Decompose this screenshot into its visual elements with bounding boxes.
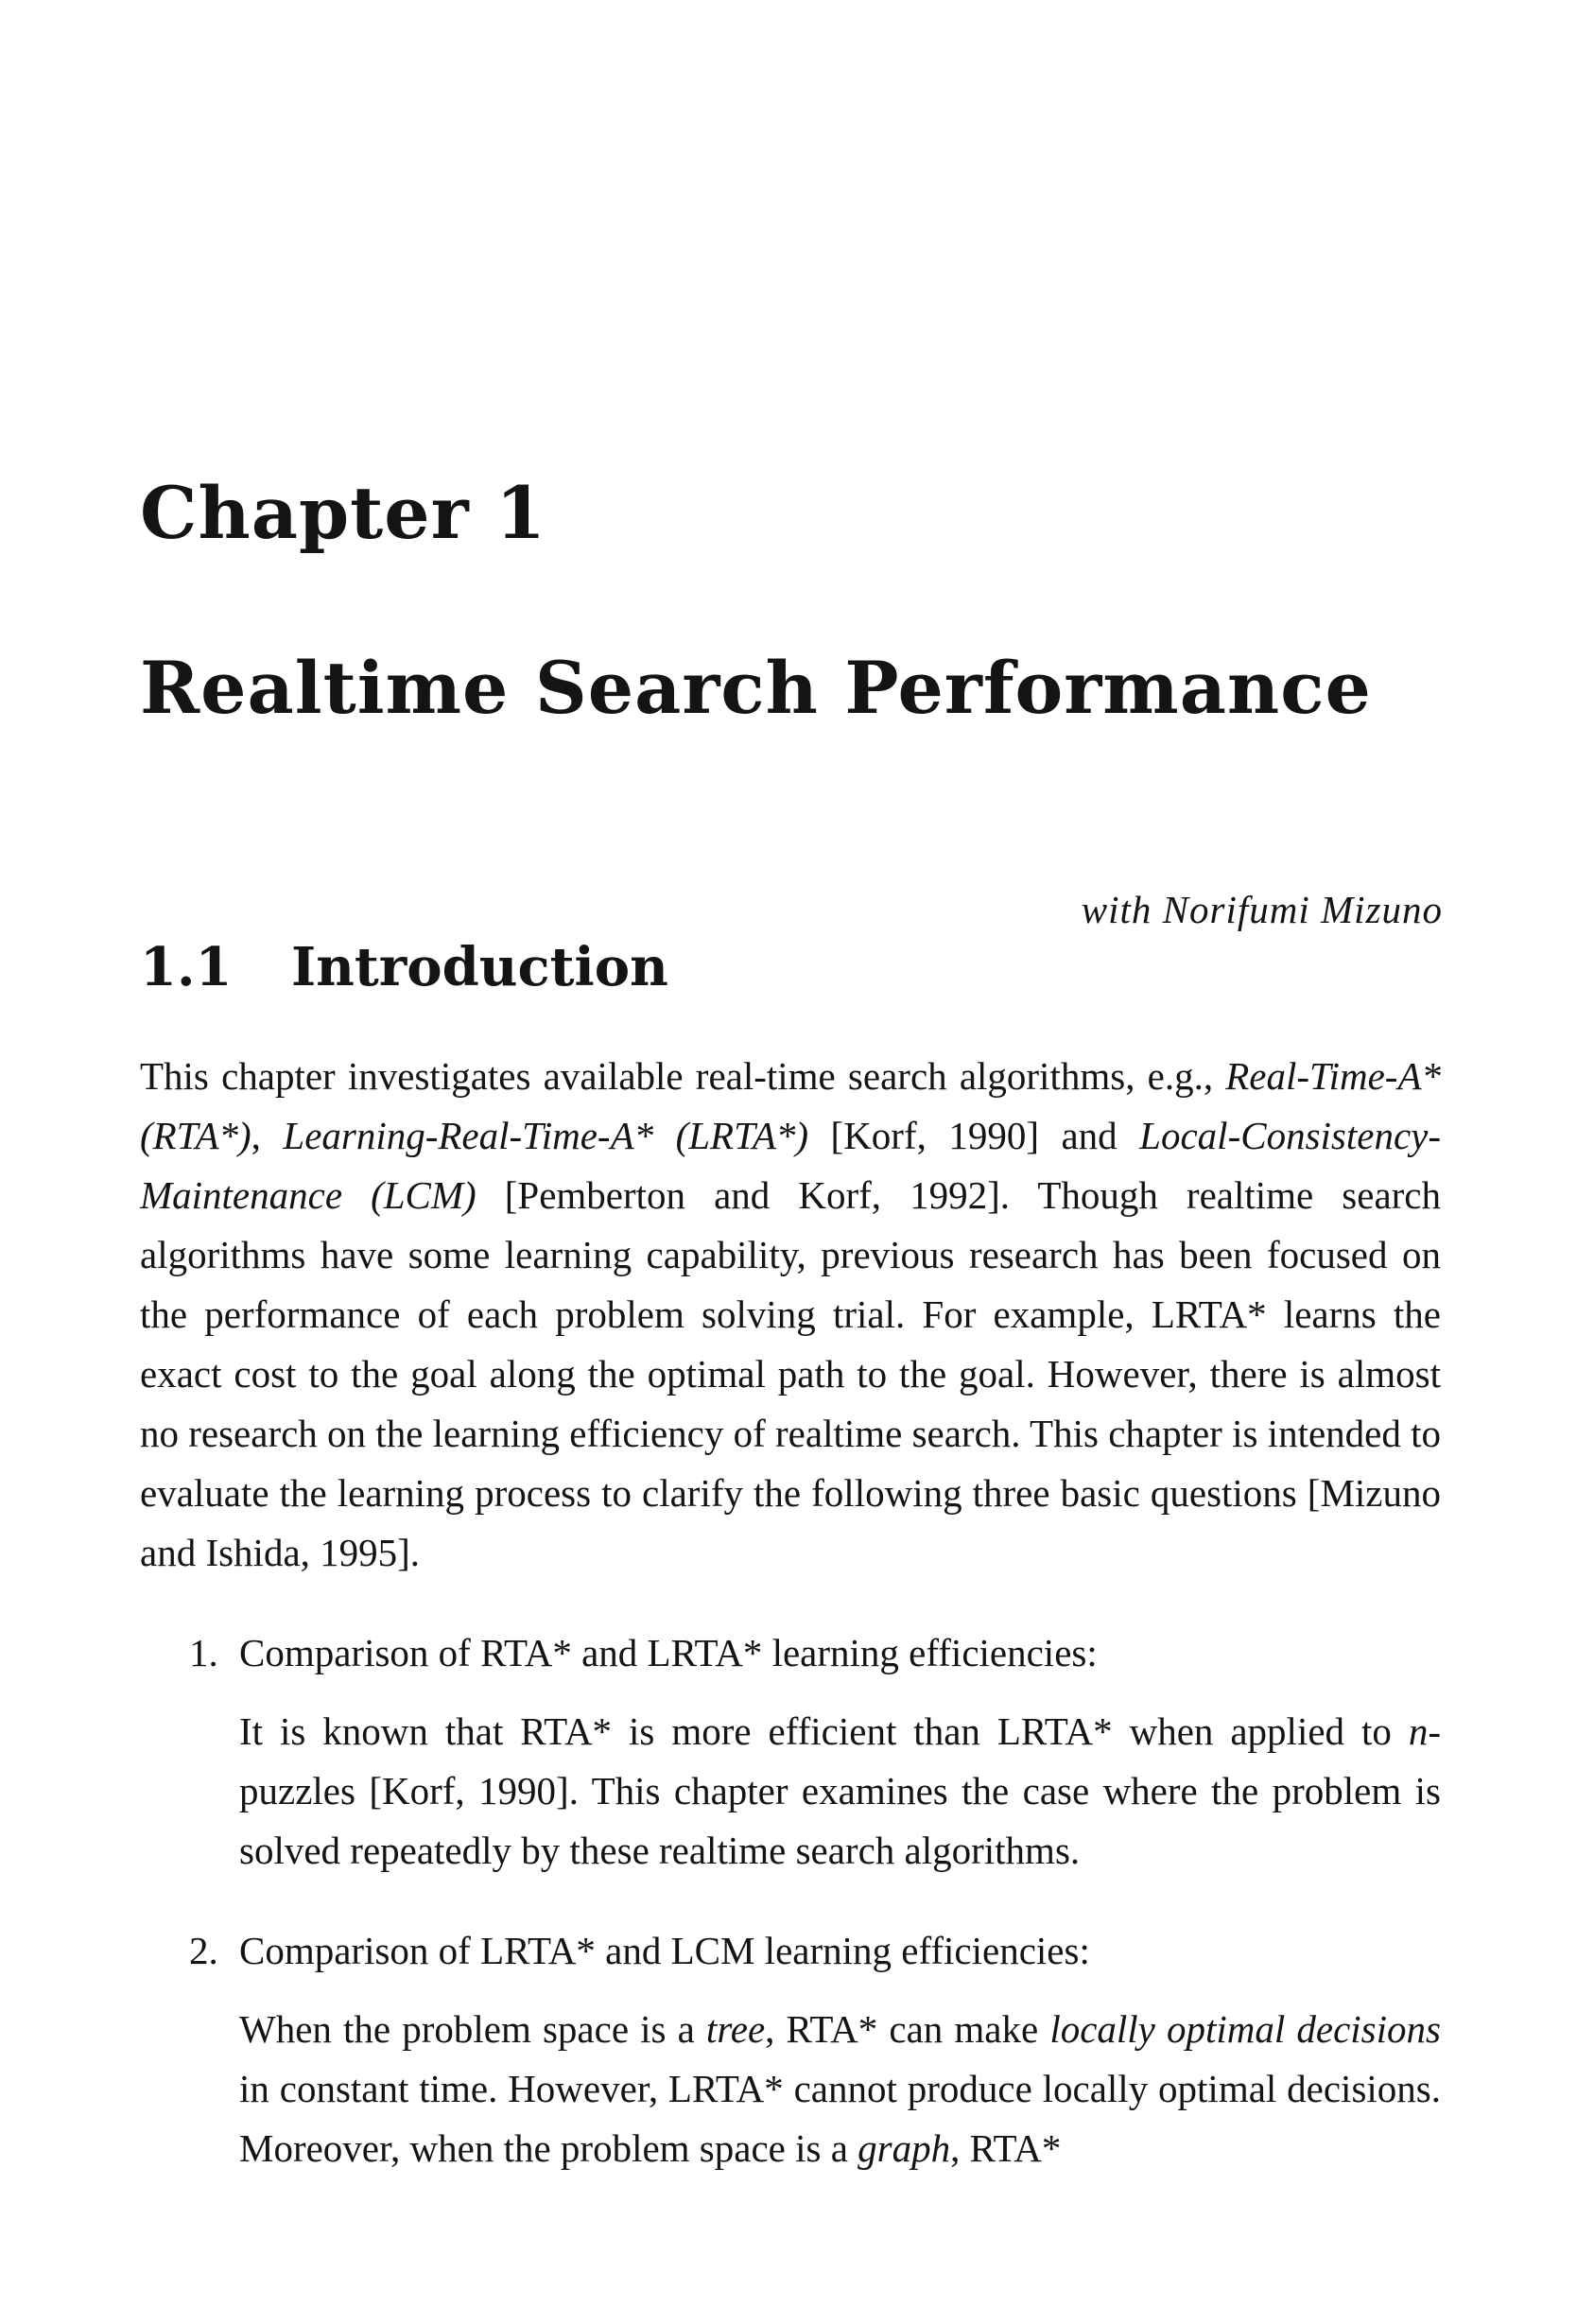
math-variable-n: n bbox=[1408, 1709, 1429, 1753]
list-item-text: When the problem space is a bbox=[239, 2007, 706, 2051]
list-item bbox=[140, 1623, 1441, 1881]
rta-algorithm-name: Real-Time-A* (RTA*) bbox=[140, 1054, 1441, 1157]
body-text bbox=[140, 1047, 1441, 2219]
intro-text-2: , bbox=[251, 1114, 284, 1157]
chapter-label: Chapter 1 bbox=[140, 471, 546, 555]
emphasis-graph: graph bbox=[858, 2126, 951, 2170]
list-item-number: 2. bbox=[189, 1929, 218, 1972]
list-item-text: , RTA* bbox=[950, 2126, 1062, 2170]
intro-paragraph bbox=[140, 1047, 1441, 1583]
list-item-text: It is known that RTA* is more efficient than LRTA* when applied to bbox=[239, 1709, 1409, 1753]
emphasis-tree: tree bbox=[705, 2007, 766, 2051]
list-item-heading: Comparison of RTA* and LRTA* learning efficiencies: bbox=[239, 1631, 1098, 1674]
intro-text-3: [Korf, 1990] and bbox=[808, 1114, 1140, 1157]
lrta-algorithm-name: Learning-Real-Time-A* (LRTA*) bbox=[283, 1114, 809, 1157]
questions-list bbox=[140, 1623, 1441, 2178]
section-title: Introduction bbox=[291, 936, 668, 998]
list-item-text: -puzzles [Korf, 1990]. This chapter examines the case where the problem is solved repeatedly by these realtime search algorithms. bbox=[239, 1709, 1441, 1872]
list-item-body bbox=[239, 2000, 1441, 2178]
list-item-heading: Comparison of LRTA* and LCM learning efficiencies: bbox=[239, 1929, 1090, 1972]
list-item-text: in constant time. However, LRTA* cannot produce locally optimal decisions. Moreover, when the problem space is a bbox=[239, 2067, 1441, 2170]
chapter-author: with Norifumi Mizuno bbox=[1081, 888, 1443, 931]
emphasis-locally-optimal: locally optimal decisions bbox=[1049, 2007, 1441, 2051]
list-item-body bbox=[239, 1702, 1441, 1881]
section-heading bbox=[140, 936, 668, 998]
intro-text-4: [Pemberton and Korf, 1992]. Though realtime search algorithms have some learning capability, previous research has been focused on the performance of each problem solving trial. For example, LRTA* learns the exact cost to the goal along the optimal path to the goal. However, there is almost no research on the learning efficiency of realtime search. This chapter is intended to evaluate the learning process to clarify the following three basic questions [Mizuno and Ishida, 1995]. bbox=[140, 1173, 1441, 1574]
list-item bbox=[140, 1921, 1441, 2178]
intro-text-1: This chapter investigates available real-time search algorithms, e.g., bbox=[140, 1054, 1226, 1098]
lcm-algorithm-name: Local-Consistency-Maintenance (LCM) bbox=[140, 1114, 1442, 1217]
section-number: 1.1 bbox=[140, 936, 233, 998]
list-item-text: , RTA* can make bbox=[765, 2007, 1050, 2051]
list-item-number: 1. bbox=[189, 1631, 218, 1674]
chapter-title: Realtime Search Performance bbox=[140, 646, 1372, 730]
